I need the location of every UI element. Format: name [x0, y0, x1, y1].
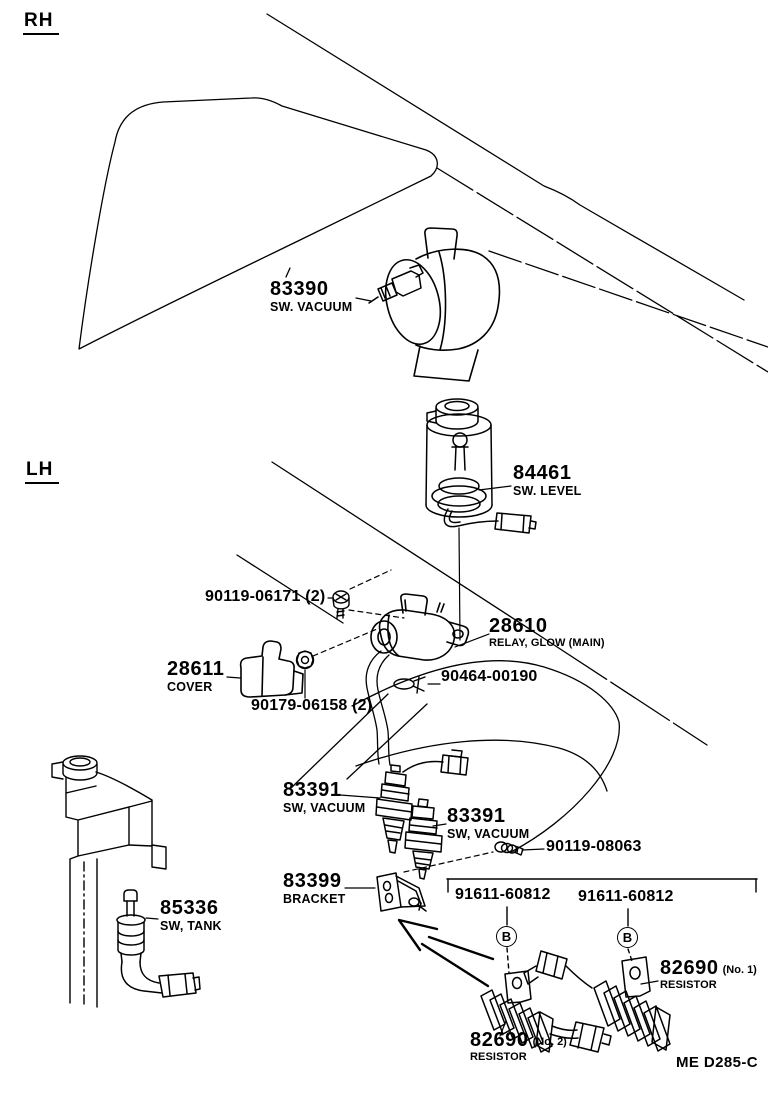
diagram-code: ME D285-C [676, 1054, 758, 1071]
part-name: RESISTOR [660, 979, 717, 991]
callout-b-right: B [617, 927, 638, 948]
rh-body-outline [79, 14, 768, 372]
part-number: 82690 [470, 1029, 529, 1051]
part-label-85336 [160, 898, 222, 933]
part-number: 83391 [447, 805, 506, 827]
part-name: SW, VACUUM [283, 801, 366, 815]
part-name: BRACKET [283, 892, 346, 906]
part-label-90119-08063: 90119-08063 [546, 838, 642, 855]
cover-28611-drawing [227, 641, 303, 697]
part-name: RESISTOR [470, 1051, 527, 1063]
part-label-90179-06158: 90179-06158 (2) [251, 697, 373, 714]
part-label-91611-left: 91611-60812 [455, 886, 551, 903]
part-label-90464-00190: 90464-00190 [441, 668, 538, 685]
part-number: 82690 [660, 957, 719, 979]
part-name: SW. VACUUM [270, 300, 353, 314]
callout-b-left: B [496, 926, 517, 947]
part-number: 84461 [513, 462, 572, 484]
part-label-90119-06171: 90119-06171 (2) [205, 588, 326, 605]
part-name: SW, TANK [160, 919, 222, 933]
part-label-83391-right [447, 806, 529, 841]
part-label-84461 [513, 463, 581, 498]
part-label-82690-no2 [470, 1030, 567, 1063]
part-label-82690-no1 [660, 958, 757, 991]
reservoir-drawing [426, 399, 492, 517]
arrow-to-bracket [399, 920, 493, 986]
section-label-rh: RH [23, 11, 59, 35]
part-label-83399 [283, 871, 346, 906]
part-label-91611-right: 91611-60812 [578, 888, 674, 905]
part-name: COVER [167, 680, 213, 694]
washer-tank-drawing [52, 756, 166, 1007]
part-name: SW. LEVEL [513, 484, 582, 498]
part-name: SW, VACUUM [447, 827, 530, 841]
part-label-83391-left [283, 780, 365, 815]
booster-drawing [377, 228, 499, 381]
section-label-lh: LH [25, 460, 59, 484]
nut-90179-06158-icon [297, 629, 378, 698]
part-number: 28610 [489, 615, 548, 637]
part-variant: (No. 1) [722, 964, 757, 976]
bolt-90119-08063-icon [495, 842, 544, 855]
part-number: 83391 [283, 779, 342, 801]
clip-90464-icon [394, 677, 440, 693]
part-number: 85336 [160, 897, 219, 919]
part-name: RELAY, GLOW (MAIN) [489, 637, 605, 649]
part-number: 83390 [270, 278, 329, 300]
part-variant: (No. 2) [532, 1036, 567, 1048]
part-label-28611 [167, 659, 225, 694]
part-number: 28611 [167, 658, 225, 680]
part-number: 83399 [283, 870, 342, 892]
part-label-28610 [489, 616, 605, 649]
part-label-83390 [270, 279, 352, 314]
